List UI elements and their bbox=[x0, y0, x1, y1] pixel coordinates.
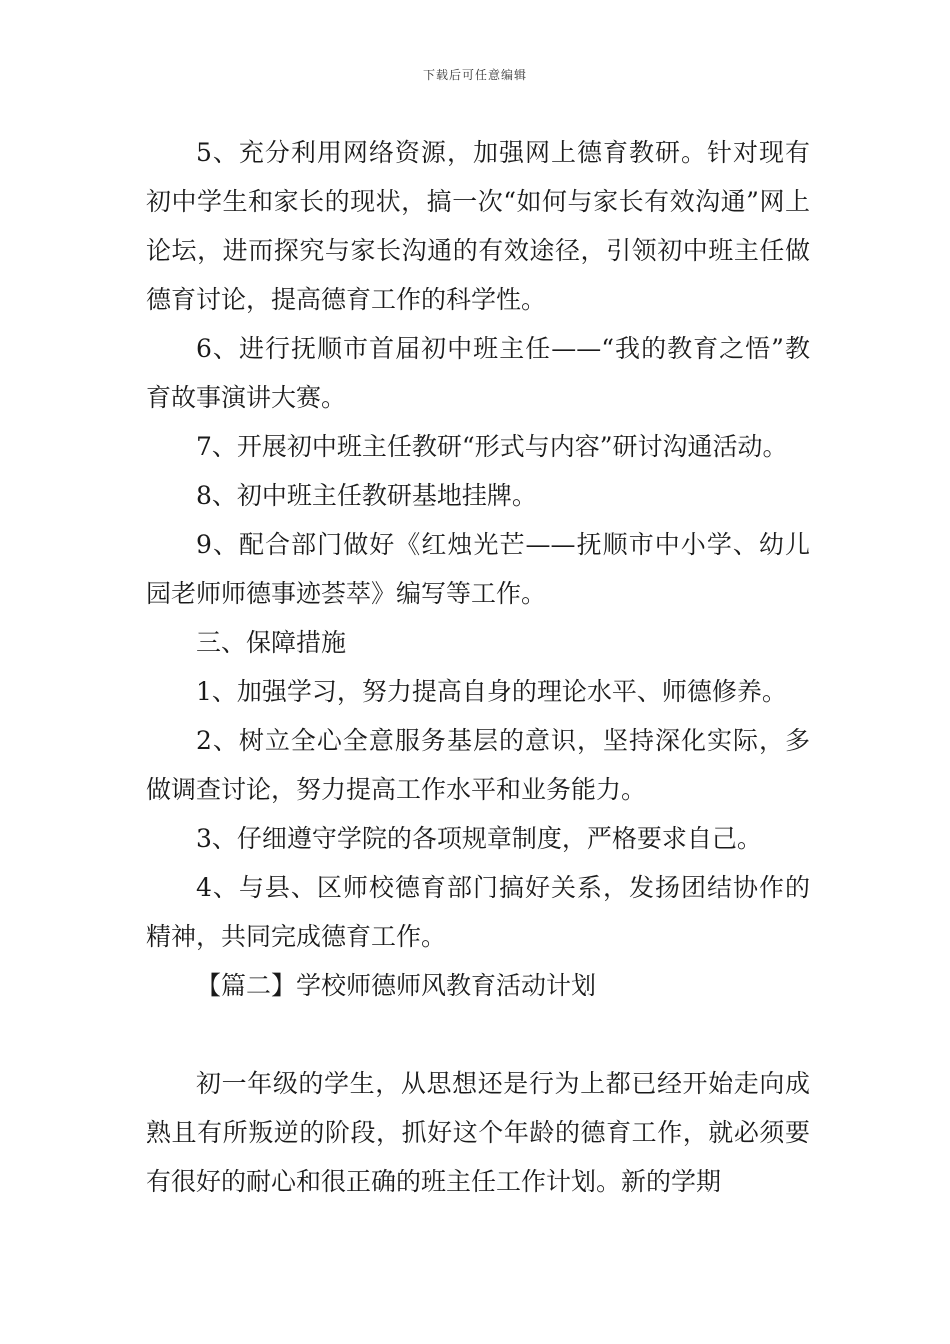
paragraph-measure-3: 3、仔细遵守学院的各项规章制度，严格要求自己。 bbox=[196, 824, 762, 853]
paragraph-item-6: 6、进行抚顺市首届初中班主任——“我的教育之悟”教育故事演讲大赛。 bbox=[146, 334, 810, 412]
paragraph-item-8: 8、初中班主任教研基地挂牌。 bbox=[196, 481, 537, 510]
paragraph-measure-4: 4、与县、区师校德育部门搞好关系，发扬团结协作的精神，共同完成德育工作。 bbox=[146, 873, 810, 951]
paragraph-measure-1: 1、加强学习，努力提高自身的理论水平、师德修养。 bbox=[196, 677, 787, 706]
document-body bbox=[146, 128, 810, 1206]
paragraph-item-9: 9、配合部门做好《红烛光芒——抚顺市中小学、幼儿园老师师德事迹荟萃》编写等工作。 bbox=[146, 530, 810, 608]
paragraph-item-7: 7、开展初中班主任教研“形式与内容”研讨沟通活动。 bbox=[196, 432, 788, 461]
section-heading-safeguards: 三、保障措施 bbox=[196, 628, 347, 657]
page-header: 下载后可任意编辑 bbox=[422, 68, 527, 82]
article-title-part-two: 【篇二】学校师德师风教育活动计划 bbox=[196, 971, 597, 1000]
paragraph-intro: 初一年级的学生，从思想还是行为上都已经开始走向成熟且有所叛逆的阶段，抓好这个年龄的德育工作，就必须要有很好的耐心和很正确的班主任工作计划。新的学期 bbox=[146, 1069, 810, 1196]
blank-line bbox=[146, 1010, 810, 1059]
paragraph-measure-2: 2、树立全心全意服务基层的意识，坚持深化实际，多做调查讨论，努力提高工作水平和业务能力。 bbox=[146, 726, 810, 804]
paragraph-item-5: 5、充分利用网络资源，加强网上德育教研。针对现有初中学生和家长的现状，搞一次“如何与家长有效沟通”网上论坛，进而探究与家长沟通的有效途径，引领初中班主任做德育讨论，提高德育工作的科学性。 bbox=[146, 138, 810, 314]
